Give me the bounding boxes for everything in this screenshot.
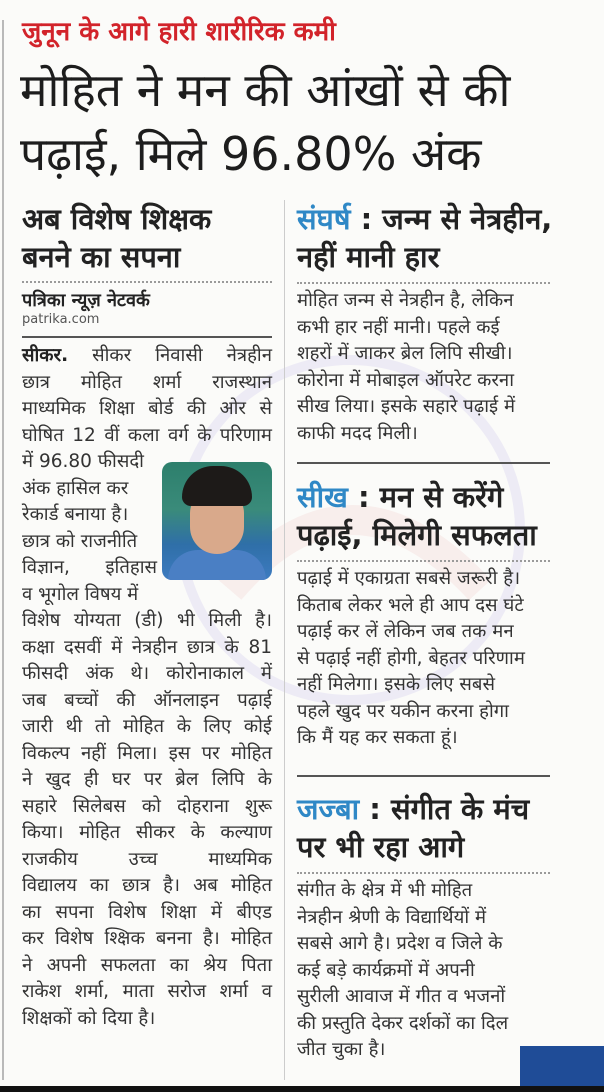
headline bbox=[20, 58, 510, 186]
body-line-text: विज्ञान, इतिहास bbox=[22, 557, 157, 578]
body-line bbox=[22, 953, 272, 980]
body-line bbox=[22, 396, 272, 423]
sidebar-passion bbox=[297, 790, 550, 1064]
sidebar-lesson bbox=[297, 478, 550, 752]
heading-text: : जन्म से नेत्रहीन, bbox=[350, 202, 553, 236]
body-line: संगीत के क्षेत्र में भी मोहित bbox=[297, 880, 473, 901]
body-line: नहीं मिलेगा। इसके लिए सबसे bbox=[297, 674, 495, 695]
dotted-divider bbox=[297, 282, 550, 284]
bottom-bar bbox=[0, 1086, 604, 1092]
body-line bbox=[22, 1006, 272, 1033]
body-line: कई बड़े कार्यक्रमों में अपनी bbox=[297, 959, 475, 981]
body-line bbox=[22, 529, 157, 556]
sidebar-body bbox=[297, 288, 550, 447]
heading-line: पढ़ाई, मिलेगी सफलता bbox=[297, 518, 537, 552]
body-line-text: सीकर निवासी नेत्रहीन bbox=[92, 345, 272, 366]
body-line-text: जारी थी तो मोहित के लिए कोई bbox=[22, 716, 272, 737]
body-line-text: घोषित 12 वीं कला वर्ग के परिणाम bbox=[22, 424, 272, 446]
body-line bbox=[22, 926, 272, 953]
heading-line: नहीं मानी हार bbox=[297, 240, 440, 274]
body-line bbox=[22, 635, 272, 662]
body-line-text: विशेष योग्यता (डी) भी मिली है। bbox=[22, 610, 272, 631]
rule-divider bbox=[297, 462, 550, 464]
body-line: शहरों में जाकर ब्रेल लिपि सीखी। bbox=[297, 343, 513, 364]
sidebar-label: जज्बा bbox=[297, 792, 360, 826]
body-line bbox=[22, 873, 272, 900]
body-line: पढ़ाई में एकाग्रता सबसे जरूरी है। bbox=[297, 568, 521, 589]
body-line bbox=[22, 449, 157, 476]
body-line-text: ने खुद ही घर पर ब्रेल लिपि के bbox=[22, 769, 272, 790]
body-line-text: छात्र मोहित शर्मा राजस्थान bbox=[22, 371, 272, 393]
body-line: मोहित जन्म से नेत्रहीन है, लेकिन bbox=[297, 290, 514, 311]
site-url: patrika.com bbox=[22, 312, 100, 327]
body-line-text: जब बच्चों की ऑनलाइन पढ़ाई bbox=[22, 689, 272, 711]
rule-divider bbox=[297, 775, 550, 777]
body-line: सबसे आगे है। प्रदेश व जिले के bbox=[297, 933, 503, 954]
body-line-text: ने अपनी सफलता का श्रेय पिता bbox=[22, 954, 272, 976]
body-line-text: अंक हासिल कर bbox=[22, 477, 129, 499]
body-line bbox=[22, 608, 272, 635]
body-line: की प्रस्तुति देकर दर्शकों का दिल bbox=[297, 1012, 509, 1034]
body-line bbox=[22, 555, 157, 582]
body-line-text: किया। मोहित सीकर के कल्याण bbox=[22, 822, 272, 843]
body-line bbox=[22, 370, 272, 397]
body-line-text: सहारे सिलेबस को दोहराना शुरू bbox=[22, 795, 272, 817]
heading-line bbox=[297, 478, 550, 516]
body-line bbox=[22, 476, 157, 503]
body-line bbox=[22, 714, 272, 741]
heading-text: : मन से करेंगे bbox=[347, 480, 504, 514]
body-line bbox=[22, 741, 272, 768]
sidebar-heading bbox=[297, 478, 550, 554]
sidebar-struggle bbox=[297, 200, 553, 447]
body-line: काफी मदद मिली। bbox=[297, 422, 418, 444]
body-line: नेत्रहीन श्रेणी के विद्यार्थियों में bbox=[297, 906, 487, 928]
sidebar-heading bbox=[297, 200, 553, 276]
sidebar-heading bbox=[297, 790, 550, 866]
body-line-text: राजकीय उच्च माध्यमिक bbox=[22, 848, 272, 870]
body-line-text: कर विशेष श्क्षिक बनना है। मोहित bbox=[22, 928, 272, 949]
column-divider bbox=[284, 200, 285, 1080]
body-line bbox=[22, 900, 272, 927]
headline-line-1: मोहित ने मन की आंखों से की bbox=[20, 63, 511, 117]
sidebar-body bbox=[297, 566, 550, 752]
dotted-divider bbox=[297, 872, 550, 874]
body-line-text: फीसदी अंक थे। कोरोनाकाल में bbox=[22, 663, 272, 684]
headline-line-2: पढ़ाई, मिले 96.80% अंक bbox=[20, 127, 482, 181]
body-line-text: शिक्षकों को दिया है। bbox=[22, 1007, 156, 1029]
dateline: सीकर. bbox=[22, 345, 69, 366]
body-line: पढ़ाई कर लें लेकिन जब तक मन bbox=[297, 621, 514, 642]
body-line bbox=[22, 582, 157, 609]
body-line bbox=[22, 820, 272, 847]
heading-line bbox=[297, 200, 553, 238]
subheading-line: बनने का सपना bbox=[22, 240, 181, 274]
main-story-body bbox=[22, 343, 272, 1032]
main-subheading bbox=[22, 200, 211, 276]
dotted-divider bbox=[297, 560, 550, 562]
body-line bbox=[22, 767, 272, 794]
body-line-text: विकल्प नहीं मिला। इस पर मोहित bbox=[22, 742, 272, 764]
byline: पत्रिका न्यूज़ नेटवर्क bbox=[22, 290, 150, 311]
body-line-text: व भूगोल विषय में bbox=[22, 583, 139, 605]
body-line bbox=[22, 343, 272, 370]
heading-line: पर भी रहा आगे bbox=[297, 830, 465, 864]
sidebar-label: सीख bbox=[297, 480, 348, 514]
body-line bbox=[22, 847, 272, 874]
body-line bbox=[22, 794, 272, 821]
sidebar-label: संघर्ष bbox=[297, 202, 351, 236]
body-line-text: में 96.80 फीसदी bbox=[22, 451, 144, 472]
body-line: पहले खुद पर यकीन करना होगा bbox=[297, 700, 509, 722]
body-line: जीत चुका है। bbox=[297, 1039, 386, 1060]
body-line bbox=[22, 661, 272, 688]
body-line-text: राकेश शर्मा, माता सरोज शर्मा व bbox=[22, 981, 272, 1002]
student-photo bbox=[162, 462, 272, 580]
body-line-text: विद्यालय का छात्र है। अब मोहित bbox=[22, 875, 272, 896]
body-line bbox=[22, 502, 157, 529]
body-line: सुरीली आवाज में गीत व भजनों bbox=[297, 986, 506, 1007]
photo-shirt bbox=[168, 550, 266, 580]
rule-divider bbox=[22, 336, 272, 338]
page-edge bbox=[2, 20, 4, 1080]
photo-hair bbox=[182, 466, 252, 506]
body-line: से पढ़ाई नहीं होगी, बेहतर परिणाम bbox=[297, 647, 525, 669]
body-line-text: छात्र को राजनीति bbox=[22, 530, 138, 552]
body-line bbox=[22, 979, 272, 1006]
dotted-divider bbox=[22, 281, 272, 283]
subheading-line: अब विशेष शिक्षक bbox=[22, 202, 212, 236]
body-line-text: रेकार्ड बनाया है। bbox=[22, 504, 129, 525]
heading-text: : संगीत के मंच bbox=[359, 792, 530, 826]
body-line bbox=[22, 423, 272, 450]
body-line: कभी हार नहीं मानी। पहले कई bbox=[297, 316, 500, 338]
sidebar-body bbox=[297, 878, 550, 1064]
body-line: कि मैं यह कर सकता हूं। bbox=[297, 727, 458, 748]
kicker: जुनून के आगे हारी शारीरिक कमी bbox=[22, 17, 336, 47]
body-line-text: कक्षा दसवीं में नेत्रहीन छात्र के 81 bbox=[22, 636, 272, 658]
body-line: सीख लिया। इसके सहारे पढ़ाई में bbox=[297, 396, 516, 417]
blue-block bbox=[520, 1046, 604, 1086]
heading-line bbox=[297, 790, 550, 828]
body-line: किताब लेकर भले ही आप दस घंटे bbox=[297, 594, 524, 616]
body-line-text: माध्यमिक शिक्षा बोर्ड की ओर से bbox=[22, 398, 272, 419]
body-line bbox=[22, 688, 272, 715]
body-line-text: का सपना विशेष शिक्षा में बीएड bbox=[22, 901, 272, 923]
body-line: कोरोना में मोबाइल ऑपरेट करना bbox=[297, 369, 514, 391]
